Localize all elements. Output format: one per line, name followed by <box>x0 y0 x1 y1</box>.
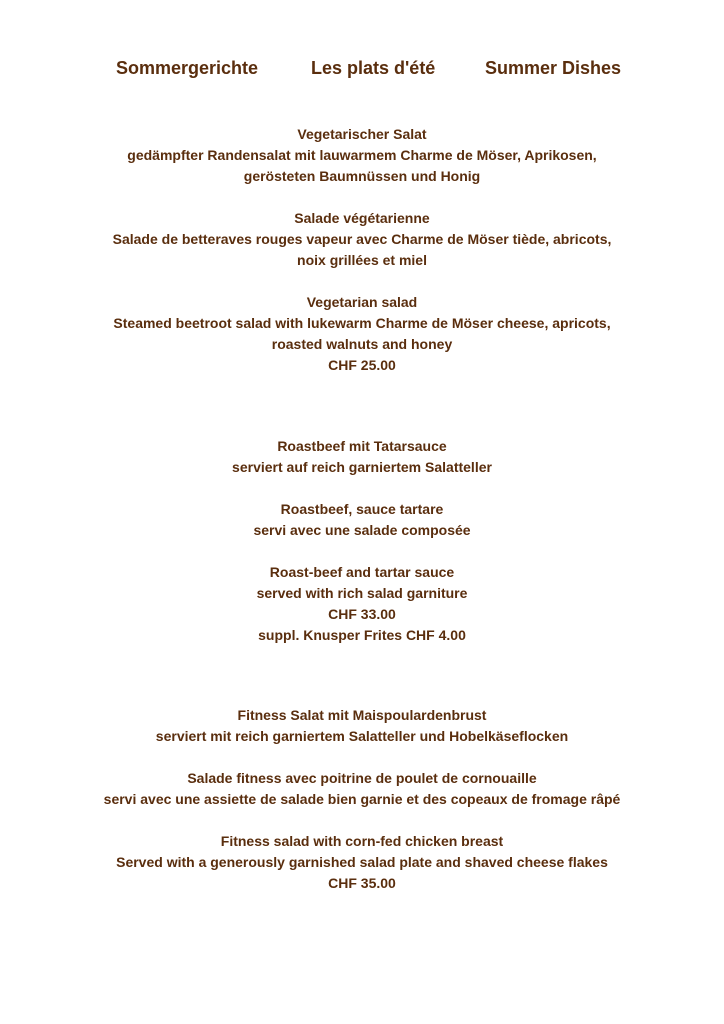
header-german: Sommergerichte <box>116 58 259 78</box>
spacer <box>0 187 724 208</box>
dish-description-english: served with rich salad garniture <box>256 585 468 601</box>
spacer <box>0 747 724 768</box>
dish-name-french: Salade fitness avec poitrine de poulet de cornouaille <box>187 770 537 786</box>
dish-price: CHF 35.00 <box>328 875 396 891</box>
dish-description-french: servi avec une salade composée <box>253 522 471 538</box>
dish-description-english: Served with a generously garnished salad plate and shaved cheese flakes <box>116 854 608 870</box>
dish-description-german: gerösteten Baumnüssen und Honig <box>243 168 481 184</box>
dish-description-french: noix grillées et miel <box>297 252 427 268</box>
dish-name-french: Roastbeef, sauce tartare <box>280 501 444 517</box>
dish-name-german: Roastbeef mit Tatarsauce <box>277 438 447 454</box>
spacer <box>0 271 724 292</box>
dish-name-english: Fitness salad with corn-fed chicken breast <box>220 833 504 849</box>
spacer <box>0 478 724 499</box>
spacer <box>0 541 724 562</box>
spacer <box>0 810 724 831</box>
dish-price: CHF 33.00 <box>328 606 396 622</box>
dish-name-english: Roast-beef and tartar sauce <box>269 564 455 580</box>
dish-description-english: Steamed beetroot salad with lukewarm Charme de Möser cheese, apricots, <box>113 315 611 331</box>
dish-price: CHF 25.00 <box>328 357 396 373</box>
dish-vegetarian-salad <box>0 124 724 376</box>
header-english: Summer Dishes <box>485 58 622 78</box>
dish-fitness-salad <box>0 705 724 894</box>
dish-description-german: serviert auf reich garniertem Salatteller <box>232 459 492 475</box>
dish-description-german: gedämpfter Randensalat mit lauwarmem Charme de Möser, Aprikosen, <box>127 147 597 163</box>
dish-roastbeef <box>0 436 724 646</box>
dish-supplement: suppl. Knusper Frites CHF 4.00 <box>258 627 466 643</box>
dish-description-english: roasted walnuts and honey <box>271 336 453 352</box>
dish-description-german: serviert mit reich garniertem Salatteller und Hobelkäseflocken <box>155 728 569 744</box>
dish-name-german: Fitness Salat mit Maispoulardenbrust <box>237 707 487 723</box>
menu-header <box>0 58 724 84</box>
dish-name-english: Vegetarian salad <box>306 294 418 310</box>
dish-name-french: Salade végétarienne <box>294 210 430 226</box>
dish-description-french: Salade de betteraves rouges vapeur avec Charme de Möser tiède, abricots, <box>112 231 612 247</box>
dish-description-french: servi avec une assiette de salade bien garnie et des copeaux de fromage râpé <box>103 791 621 807</box>
dish-name-german: Vegetarischer Salat <box>297 126 427 142</box>
header-french: Les plats d'été <box>311 58 436 78</box>
